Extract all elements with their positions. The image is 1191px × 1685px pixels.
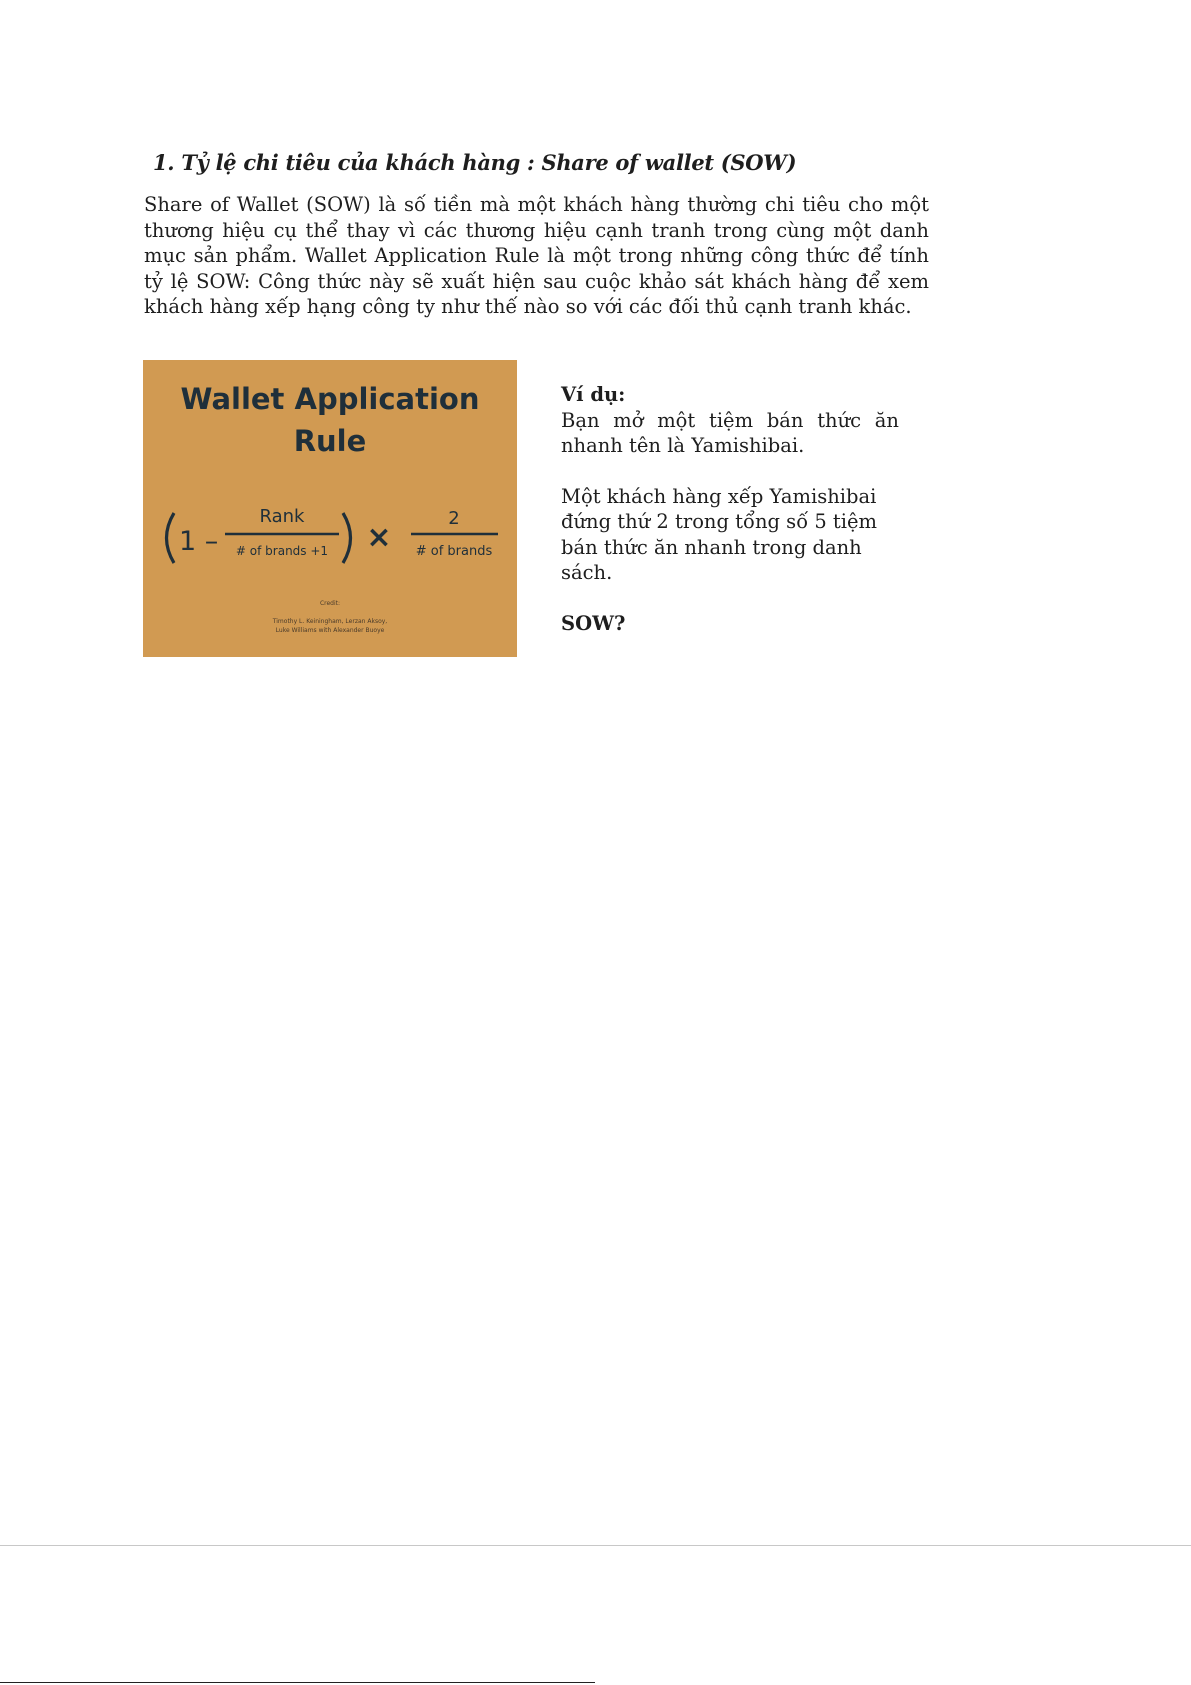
formula-title-line1: Wallet Application <box>180 382 480 416</box>
paragraph-line: mục sản phẩm. Wallet Application Rule là một trong những công thức để tính <box>144 244 929 267</box>
page-break-line <box>0 1545 1191 1546</box>
example-block <box>561 382 899 636</box>
rank-numerator: Rank <box>259 506 305 527</box>
paragraph-line: khách hàng xếp hạng công ty như thế nào so với các đối thủ cạnh tranh khác. <box>144 295 912 318</box>
left-paren <box>167 513 175 563</box>
formula-title-line2: Rule <box>293 424 367 458</box>
one-minus-text: 1 – <box>179 526 219 557</box>
credit-line: Timothy L. Keiningham, Lerzan Aksoy, <box>272 618 388 625</box>
example-question: SOW? <box>561 611 626 635</box>
example-paragraph-2: Một khách hàng xếp Yamishibai đứng thứ 2 trong tổng số 5 tiệm bán thức ăn nhanh trong danh sách. <box>561 484 878 584</box>
example-label: Ví dụ: <box>561 383 626 406</box>
times-sign: × <box>366 520 392 555</box>
credit-line: Luke Williams with Alexander Buoye <box>275 627 385 634</box>
section-heading: 1. Tỷ lệ chi tiêu của khách hàng : Share of wallet (SOW) <box>153 150 797 175</box>
paragraph-line: thương hiệu cụ thể thay vì các thương hiệu cạnh tranh trong cùng một danh <box>144 218 929 242</box>
brands-denominator: # of brands <box>415 544 493 559</box>
body-paragraph <box>144 192 929 320</box>
spacer <box>561 459 899 484</box>
paragraph-line: Share of Wallet (SOW) là số tiền mà một khách hàng thường chi tiêu cho một <box>144 193 929 216</box>
spacer <box>561 586 899 611</box>
two-numerator: 2 <box>448 508 460 529</box>
paragraph-line: tỷ lệ SOW: Công thức này sẽ xuất hiện sau cuộc khảo sát khách hàng để xem <box>144 269 929 293</box>
example-paragraph-1: Bạn mở một tiệm bán thức ăn nhanh tên là Yamishibai. <box>561 408 899 457</box>
footnote-separator <box>0 1682 595 1683</box>
brands-plus-one-denominator: # of brands +1 <box>235 544 329 558</box>
wallet-rule-image <box>143 360 517 657</box>
credit-label: Credit: <box>319 600 341 607</box>
right-paren <box>343 513 351 563</box>
formula-graphic <box>143 360 517 657</box>
credit-names <box>143 617 517 635</box>
